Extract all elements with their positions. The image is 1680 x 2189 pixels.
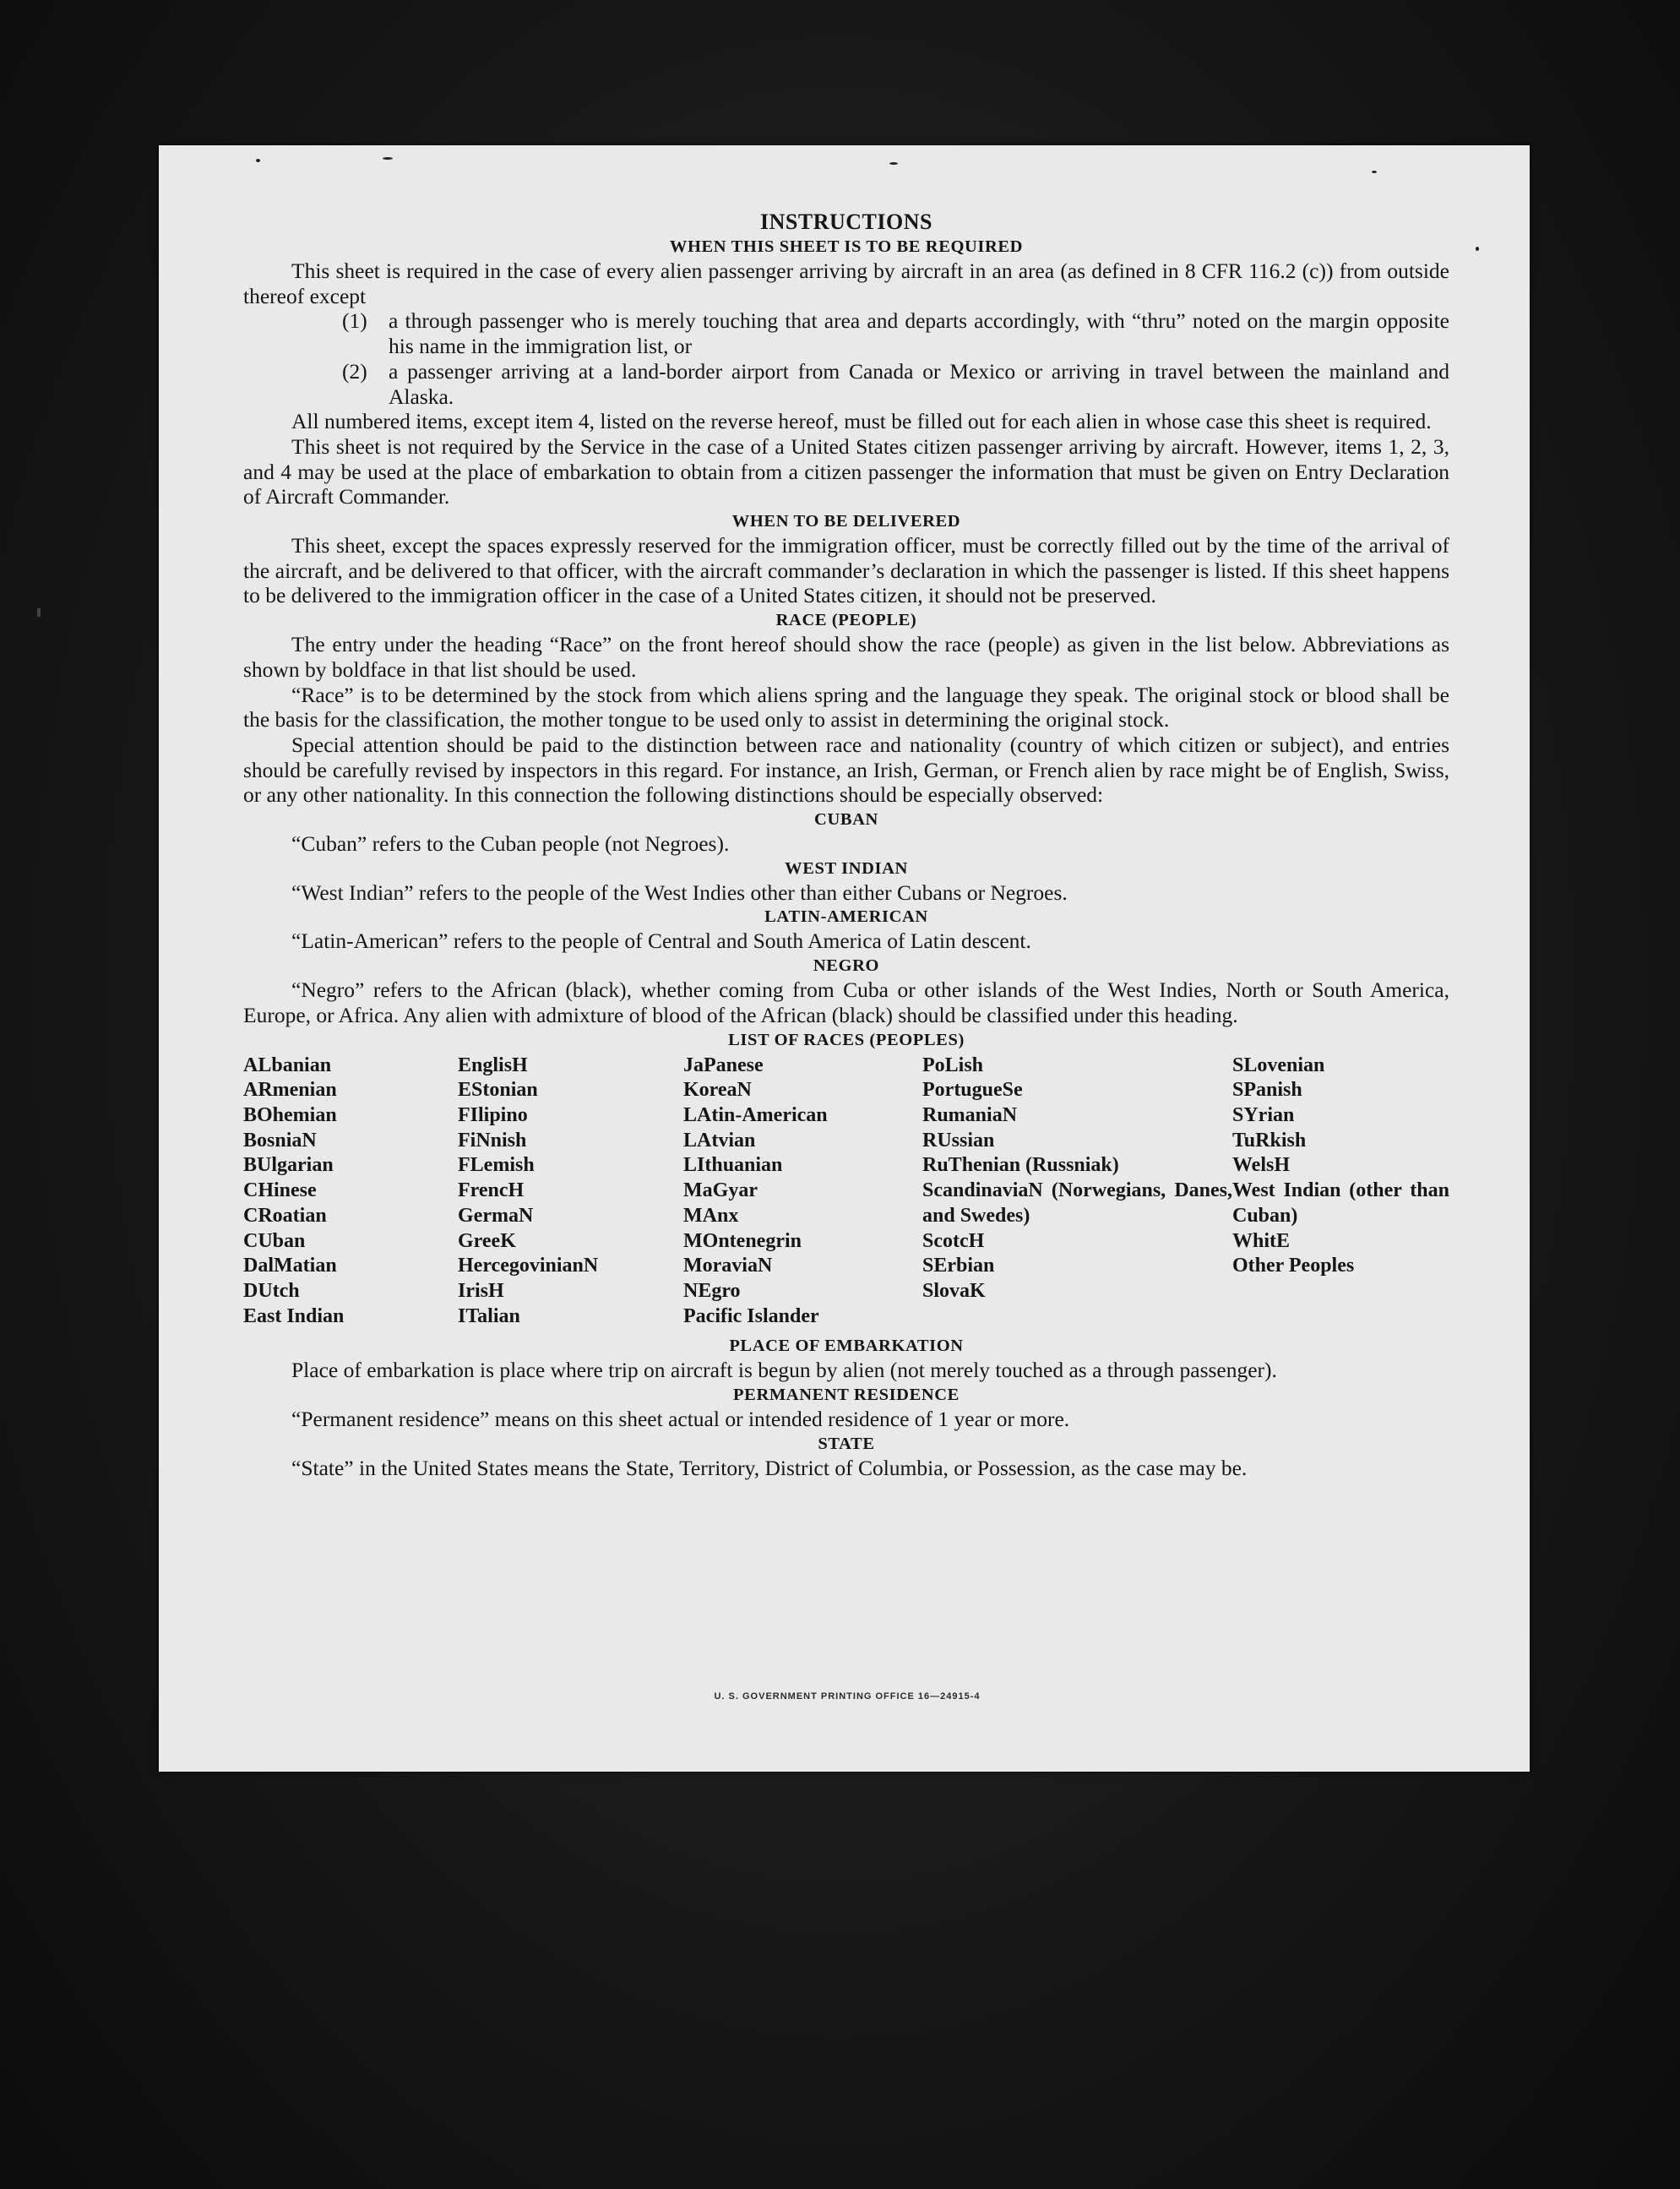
race-entry: MaGyar [683, 1179, 758, 1202]
race-entry: DUtch [243, 1279, 300, 1302]
race-entry: RUssian [922, 1129, 995, 1152]
heading-latin-american: LATIN-AMERICAN [764, 907, 928, 927]
race-entry: MoraviaN [683, 1255, 773, 1277]
race-entry: FIlipino [458, 1103, 528, 1126]
race-entry: SYrian [1232, 1103, 1295, 1126]
heading-negro: NEGRO [813, 956, 880, 976]
race-entry: EnglisH [458, 1054, 528, 1076]
race-entry: DalMatian [243, 1255, 337, 1277]
item-text: a through passenger who is merely touching that area and departs accordingly, with “thru” noted on the margin opposite his name in the immigration list, or [389, 308, 1449, 359]
exception-item [342, 359, 1449, 409]
paragraph-numbered-items: All numbered items, except item 4, listed on the reverse hereof, must be filled out for each alien in whose case this sheet is required. [291, 409, 1432, 434]
race-entry: TuRkish [1232, 1129, 1307, 1152]
race-entry: SLovenian [1232, 1054, 1325, 1076]
race-entry: ScandinaviaN (Norwegians, Danes, and Swedes) [922, 1179, 1232, 1227]
race-entry: BUlgarian [243, 1154, 334, 1177]
race-entry: CHinese [243, 1179, 317, 1202]
race-entry: NEgro [683, 1279, 741, 1302]
race-entry: ALbanian [243, 1054, 332, 1076]
race-entry: IrisH [458, 1279, 504, 1302]
exception-item [342, 308, 1449, 358]
scan-mark [37, 608, 41, 617]
document-page [159, 145, 1530, 1772]
printing-office-imprint: U. S. GOVERNMENT PRINTING OFFICE 16—24915-4 [714, 1691, 981, 1702]
races-column-3 [683, 1054, 922, 1330]
heading-when-required: WHEN THIS SHEET IS TO BE REQUIRED [669, 237, 1024, 256]
race-entry: BosniaN [243, 1129, 317, 1152]
race-entry: CUban [243, 1229, 306, 1252]
dust-speck [1372, 171, 1377, 173]
races-list [243, 1054, 1449, 1330]
race-entry: RumaniaN [922, 1103, 1018, 1126]
races-column-5 [1232, 1054, 1449, 1330]
paragraph-negro: “Negro” refers to the African (black), whether coming from Cuba or other islands of the West Indies, North or South America, Europe, or Africa. Any alien with admixture of blood of the African (black) should be classified under this heading. [243, 977, 1449, 1027]
race-entry: West Indian (other than Cuban) [1232, 1179, 1449, 1227]
race-entry: BOhemian [243, 1103, 337, 1126]
race-entry: GreeK [458, 1229, 516, 1252]
race-entry: GermaN [458, 1204, 534, 1227]
race-entry: EStonian [458, 1079, 538, 1102]
heading-when-delivered: WHEN TO BE DELIVERED [731, 512, 961, 531]
race-entry: CRoatian [243, 1204, 327, 1227]
dust-speck [383, 157, 393, 160]
race-entry: JaPanese [683, 1054, 764, 1076]
paragraph-state: “State” in the United States means the State, Territory, District of Columbia, or Possession, as the case may be. [291, 1455, 1248, 1480]
race-entry: SErbian [922, 1255, 995, 1277]
page-title: INSTRUCTIONS [760, 210, 932, 234]
heading-list-of-races: LIST OF RACES (PEOPLES) [728, 1030, 965, 1049]
dust-speck [889, 162, 898, 165]
paragraph-race-definition: “Race” is to be determined by the stock from which aliens spring and the language they speak. The original stock or blood shall be the basis for the classification, the mother tongue to be used only to assist in determining the original stock. [243, 682, 1449, 732]
item-number: (2) [342, 358, 367, 384]
race-entry: MOntenegrin [683, 1229, 802, 1252]
heading-permanent-residence: PERMANENT RESIDENCE [733, 1386, 960, 1405]
heading-cuban: CUBAN [814, 810, 878, 830]
race-entry: SlovaK [922, 1279, 986, 1302]
heading-west-indian: WEST INDIAN [785, 858, 908, 878]
race-entry: PortugueSe [922, 1079, 1023, 1102]
races-column-2 [458, 1054, 683, 1330]
race-entry: WelsH [1232, 1154, 1291, 1177]
race-entry: KoreaN [683, 1079, 752, 1102]
item-text: a passenger arriving at a land-border airport from Canada or Mexico or arriving in travel between the mainland and Alaska. [389, 358, 1449, 409]
paragraph-citizen-passenger: This sheet is not required by the Service in the case of a United States citizen passenger arriving by aircraft. However, items 1, 2, 3, and 4 may be used at the place of embarkation to obtain from a citizen passenger the information that must be given on Entry Declaration of Aircraft Commander. [243, 433, 1449, 509]
race-entry: FrencH [458, 1179, 525, 1202]
paragraph-latin-american: “Latin-American” refers to the people of Central and South America of Latin descent. [291, 928, 1031, 954]
race-entry: MAnx [683, 1204, 739, 1227]
dust-speck [256, 159, 260, 162]
race-entry: PoLish [922, 1054, 984, 1076]
race-entry: RuThenian (Russniak) [922, 1154, 1119, 1177]
paragraph-when-required-intro: This sheet is required in the case of every alien passenger arriving by aircraft in an area (as defined in 8 CFR 116.2 (c)) from outside thereof except [243, 259, 1449, 308]
races-column-1 [243, 1054, 458, 1330]
instructions-body [243, 210, 1449, 1480]
paragraph-cuban: “Cuban” refers to the Cuban people (not Negroes). [291, 831, 730, 857]
paragraph-place-of-embarkation: Place of embarkation is place where trip on aircraft is begun by alien (not merely touched as a through passenger). [291, 1358, 1277, 1383]
item-number: (1) [342, 308, 367, 334]
race-entry: WhitE [1232, 1229, 1291, 1252]
paragraph-west-indian: “West Indian” refers to the people of the West Indies other than either Cubans or Negroes. [291, 879, 1068, 905]
race-entry: LAtvian [683, 1129, 756, 1152]
dust-speck [1476, 247, 1479, 251]
race-entry: ITalian [458, 1304, 520, 1327]
race-entry: SPanish [1232, 1079, 1302, 1102]
heading-place-of-embarkation: PLACE OF EMBARKATION [729, 1337, 964, 1356]
race-entry: LIthuanian [683, 1154, 783, 1177]
paragraph-race-nationality: Special attention should be paid to the distinction between race and nationality (country of which citizen or subject), and entries should be carefully revised by inspectors in this regard. For instance, an Irish, German, or French alien by race might be of English, Swiss, or any other nationality. In this connection the following distinctions should be especially observed: [243, 732, 1449, 808]
race-entry: LAtin-American [683, 1103, 828, 1126]
race-entry: ScotcH [922, 1229, 985, 1252]
heading-state: STATE [818, 1434, 875, 1453]
heading-race: RACE (PEOPLE) [775, 611, 917, 630]
race-entry: ARmenian [243, 1079, 337, 1102]
races-column-4 [922, 1054, 1232, 1330]
paragraph-when-delivered: This sheet, except the spaces expressly reserved for the immigration officer, must be correctly filled out by the time of the arrival of the aircraft, and be delivered to that officer, with the aircraft commander’s declaration in which the passenger is listed. If this sheet happens to be delivered to the immigration officer in the case of a United States citizen, it should not be preserved. [243, 533, 1449, 608]
race-entry: FLemish [458, 1154, 535, 1177]
race-entry: East Indian [243, 1304, 345, 1327]
paragraph-permanent-residence: “Permanent residence” means on this sheet actual or intended residence of 1 year or more. [291, 1407, 1070, 1432]
race-entry: Other Peoples [1232, 1255, 1355, 1277]
race-entry: FiNnish [458, 1129, 527, 1152]
race-entry: Pacific Islander [683, 1304, 819, 1327]
paragraph-race-entry: The entry under the heading “Race” on the front hereof should show the race (people) as given in the list below. Abbreviations as shown by boldface in that list should be used. [243, 632, 1449, 682]
race-entry: HercegovinianN [458, 1255, 599, 1277]
